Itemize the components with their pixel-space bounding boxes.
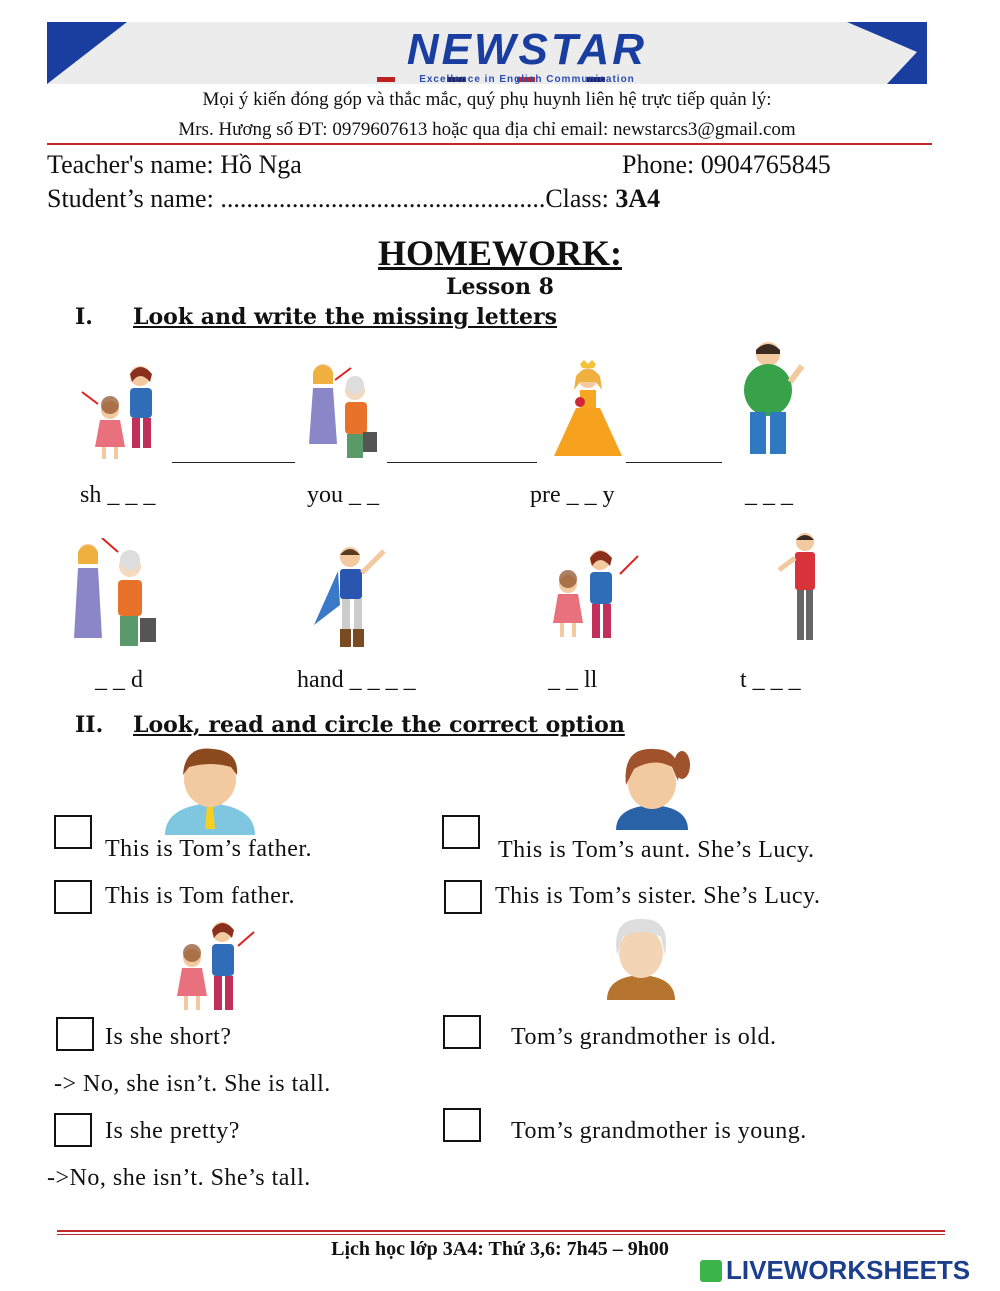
princess-illustration: [550, 360, 625, 460]
newstar-logo: NEWSTAR: [406, 25, 648, 74]
header-divider: [47, 143, 932, 145]
liveworksheets-logo-icon: [700, 1260, 722, 1282]
old-woman-illustration: [70, 538, 160, 650]
grandmother-illustration: [605, 915, 677, 1000]
lesson-label: Lesson 8: [446, 274, 554, 300]
missing-word-5: _ _ d: [95, 667, 143, 693]
answer-line-3[interactable]: [626, 462, 722, 463]
q2-option-b-checkbox[interactable]: [444, 880, 482, 914]
q3-option-b-checkbox[interactable]: [54, 1113, 92, 1147]
section-1-heading: [75, 304, 775, 334]
missing-word-3: pre _ _ y: [530, 482, 615, 508]
prince-illustration: [310, 545, 395, 650]
fat-man-illustration: [740, 340, 810, 458]
two-girls-short-illustration: [80, 362, 170, 462]
answer-line-1[interactable]: [172, 462, 295, 463]
father-illustration: [165, 745, 255, 835]
section-2-heading: [75, 712, 835, 742]
contact-line-1: Mọi ý kiến đóng góp và thắc mắc, quý phụ huynh liên hệ trực tiếp quản lý:: [202, 89, 772, 110]
missing-word-2: you _ _: [307, 482, 379, 508]
header-banner: [47, 22, 927, 84]
liveworksheets-brand[interactable]: [700, 1255, 970, 1286]
missing-word-6: hand _ _ _ _: [297, 667, 416, 693]
q3-answer-b: ->No, she isn’t. She’s tall.: [47, 1165, 311, 1191]
woman-and-grandmother-illustration: [305, 362, 385, 462]
answer-line-2[interactable]: [387, 462, 537, 463]
q4-option-a: Tom’s grandmother is old.: [511, 1024, 777, 1050]
missing-word-4: _ _ _: [745, 482, 793, 508]
two-girls-tall-illustration: [548, 548, 643, 650]
q4-option-b: Tom’s grandmother is young.: [511, 1118, 807, 1144]
missing-word-7: _ _ ll: [548, 667, 598, 693]
section-1-title: Look and write the missing letters: [133, 304, 557, 330]
class-label: Class:: [545, 184, 616, 213]
page-title: HOMEWORK:: [378, 233, 622, 273]
q1-option-b: This is Tom father.: [105, 883, 296, 909]
q3-answer-a: -> No, she isn’t. She is tall.: [54, 1071, 331, 1097]
class-value: 3A4: [615, 184, 661, 213]
footer-divider-1: [57, 1230, 945, 1232]
section-1-number: I.: [75, 304, 93, 330]
two-girls-question-illustration: [172, 918, 257, 1018]
q3-option-a-checkbox[interactable]: [56, 1017, 94, 1051]
section-2-number: II.: [75, 712, 104, 738]
q3-option-b: Is she pretty?: [105, 1118, 240, 1144]
teacher-name: Teacher's name: Hồ Nga: [47, 150, 302, 179]
q2-option-a: This is Tom’s aunt. She’s Lucy.: [498, 837, 815, 863]
missing-word-8: t _ _ _: [740, 667, 801, 693]
contact-line-2: Mrs. Hương số ĐT: 0979607613 hoặc qua địa chỉ email: newstarcs3@gmail.com: [178, 119, 796, 140]
teacher-phone: Phone: 0904765845: [622, 150, 831, 179]
q2-option-b: This is Tom’s sister. She’s Lucy.: [495, 883, 821, 909]
q1-option-a-checkbox[interactable]: [54, 815, 92, 849]
tall-man-illustration: [775, 530, 835, 648]
q3-option-a: Is she short?: [105, 1024, 232, 1050]
section-2-title: Look, read and circle the correct option: [133, 712, 625, 738]
q1-option-a: This is Tom’s father.: [105, 836, 313, 862]
q4-option-b-checkbox[interactable]: [443, 1108, 481, 1142]
liveworksheets-text: LIVEWORKSHEETS: [726, 1255, 971, 1285]
q4-option-a-checkbox[interactable]: [443, 1015, 481, 1049]
student-name-field[interactable]: [47, 184, 660, 214]
logo-tagline: Excellence in English Communication: [419, 74, 635, 84]
q2-option-a-checkbox[interactable]: [442, 815, 480, 849]
missing-word-1: sh _ _ _: [80, 482, 156, 508]
class-schedule: Lịch học lớp 3A4: Thứ 3,6: 7h45 – 9h00: [331, 1238, 669, 1260]
footer-divider-2: [57, 1234, 945, 1235]
student-name-label: Student’s name: ..................................................: [47, 184, 546, 213]
q1-option-b-checkbox[interactable]: [54, 880, 92, 914]
aunt-illustration: [612, 745, 692, 830]
